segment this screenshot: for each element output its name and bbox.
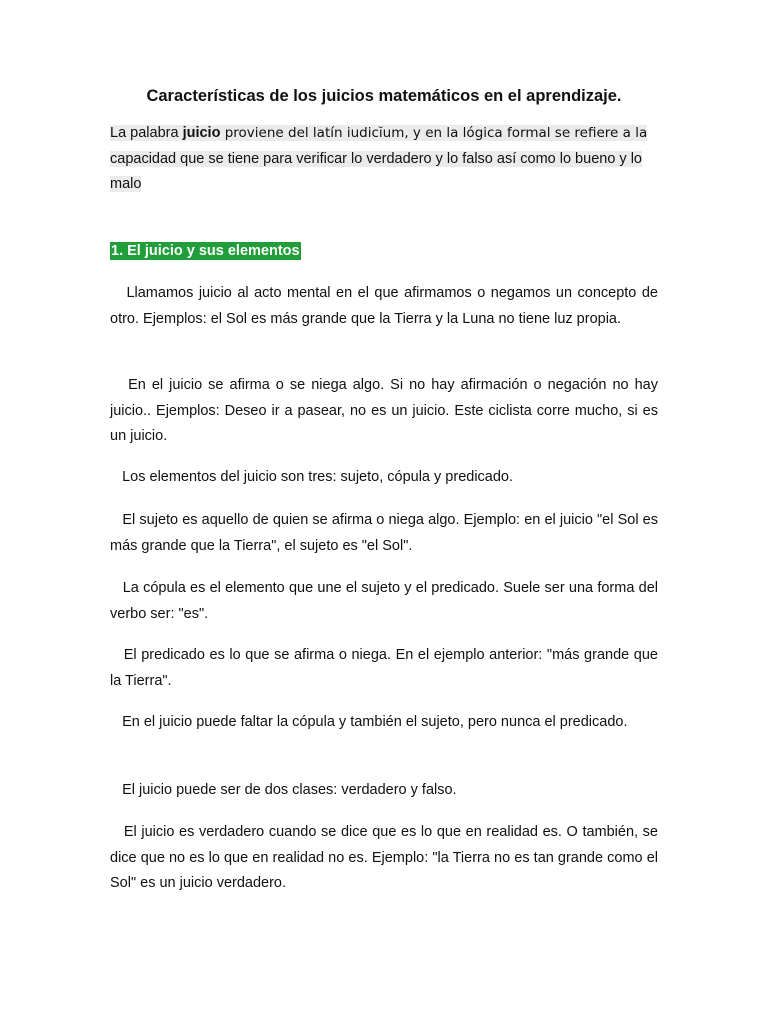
paragraph-text: En el juicio puede faltar la cópula y también el sujeto, pero nunca el predicado. — [122, 714, 628, 730]
paragraph-text: El juicio es verdadero cuando se dice que es lo que en realidad es. O también, se dice que no es lo que en realidad no es. Ejemplo: "la Tierra no es tan grande como el Sol" es un juicio verdadero. — [110, 824, 658, 891]
paragraph-text: El predicado es lo que se afirma o niega. En el ejemplo anterior: "más grande que la Tierra". — [110, 647, 658, 689]
paragraph-text: En el juicio se afirma o se niega algo. Si no hay afirmación o negación no hay juicio.. Ejemplos: Deseo ir a pasear, no es un juicio. Este ciclista corre mucho, si es un juicio. — [110, 377, 658, 444]
body-paragraph-2 — [110, 373, 658, 450]
body-paragraph-4 — [110, 508, 658, 559]
section-heading — [110, 241, 301, 261]
intro-bold-word: juicio — [182, 125, 221, 141]
body-paragraph-1 — [110, 281, 658, 332]
section-heading-highlight: 1. El juicio y sus elementos — [111, 243, 300, 259]
paragraph-text: La cópula es el elemento que une el sujeto y el predicado. Suele ser una forma del verbo ser: "es". — [110, 580, 658, 622]
document-title: Características de los juicios matemáticos en el aprendizaje. — [146, 87, 622, 105]
intro-highlight — [110, 125, 647, 192]
intro-text-start: La palabra — [110, 125, 183, 141]
intro-paragraph — [110, 121, 658, 198]
paragraph-text: El sujeto es aquello de quien se afirma o niega algo. Ejemplo: en el juicio "el Sol es más grande que la Tierra", el sujeto es "el Sol". — [110, 512, 658, 554]
body-paragraph-6 — [110, 643, 658, 694]
body-paragraph-5 — [110, 576, 658, 627]
body-paragraph-3 — [110, 465, 658, 491]
intro-text-end: capacidad que se tiene para verificar lo verdadero y lo falso así como lo bueno y lo malo — [110, 150, 642, 192]
body-paragraph-7 — [110, 710, 658, 736]
paragraph-text: El juicio puede ser de dos clases: verdadero y falso. — [122, 782, 457, 798]
body-paragraph-8 — [110, 778, 658, 804]
paragraph-text: Llamamos juicio al acto mental en el que afirmamos o negamos un concepto de otro. Ejemplos: el Sol es más grande que la Tierra y la Luna no tiene luz propia. — [110, 285, 658, 327]
intro-text-latin: proviene del latín iudicĭum, y en la lógica formal se refiere a la — [220, 125, 648, 141]
body-paragraph-9 — [110, 820, 658, 897]
paragraph-text: Los elementos del juicio son tres: sujeto, cópula y predicado. — [122, 469, 514, 485]
